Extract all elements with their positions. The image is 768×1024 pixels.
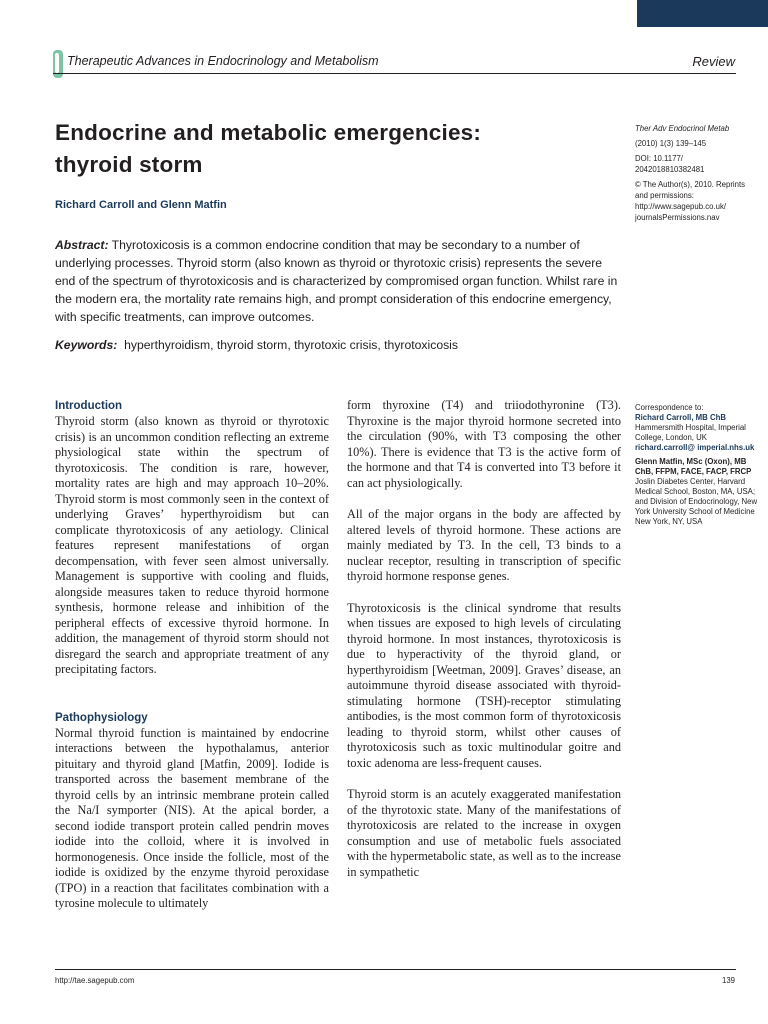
paragraph-thyrotoxicosis: Thyrotoxicosis is the clinical syndrome that results when tissues are exposed to high levels of circulating thyroid hormone. In most instances, thyrotoxicosis is due to hyperactivity of the thyroid gland, or hyperthyroidism [Weetman, 2009]. Graves’ disease, an autoimmune thyroid disease associated with thyroid-stimulating hormone (TSH)-receptor stimulating antibodies, is the most common form of thyrotoxicosis leading to thyroid storm, whilst other causes of thyrotoxicosis such as toxic multinodular goitre and toxic adenoma are less-frequent causes.: [347, 600, 621, 770]
keywords-text: hyperthyroidism, thyroid storm, thyrotoxic crisis, thyrotoxicosis: [124, 338, 458, 352]
intro-heading: Introduction: [55, 400, 123, 412]
keywords-label: Keywords:: [55, 338, 118, 352]
article-title: [55, 117, 595, 181]
author2-address: Joslin Diabetes Center, Harvard Medical School, Boston, MA, USA; and Division of Endocrinology, New York University School of Medicine New York, NY, USA: [635, 477, 758, 526]
pathophysiology-heading: Pathophysiology: [55, 711, 148, 724]
header-rule: [53, 73, 736, 74]
paragraph-thyroid-storm: Thyroid storm is an acutely exaggerated manifestation of the thyrotoxic state. Many of the manifestations of thyrotoxicosis are related to the increase in oxygen consumption and use of metabolic fuels associated with the hypermetabolic state, as well as to the increase in sympathetic: [347, 787, 621, 879]
correspondence-sidebar: [635, 403, 760, 527]
body-column-middle: [347, 398, 621, 896]
abstract: [55, 236, 622, 326]
section-tag: Review: [692, 54, 735, 69]
copyright: © The Author(s), 2010. Reprints and permissions: http://www.sagepub.co.uk/ journalsPermissions.nav: [635, 180, 746, 222]
title-line-2: thyroid storm: [55, 152, 203, 177]
article-authors: Richard Carroll and Glenn Matfin: [55, 199, 227, 211]
abstract-text: Thyrotoxicosis is a common endocrine condition that may be secondary to a number of underlying processes. Thyroid storm (also known as thyroid or thyrotoxic crisis) represents the severe end of the spectrum of thyrotoxicosis and is characterized by compromised organ function. Whilst rare in the modern era, the mortality rate remains high, and prompt consideration of this endocrine emergency, with specific treatments, can improve outcomes.: [55, 238, 618, 324]
corner-color-block: [637, 0, 768, 27]
author2-name: Glenn Matfin, MSc (Oxon), MB ChB, FFPM, FACE, FACP, FRCP: [635, 457, 752, 476]
pathophysiology-paragraph: Normal thyroid function is maintained by endocrine interactions between the hypothalamus, anterior pituitary and thyroid gland [Matfin, 2009]. Iodide is transported across the basement membrane of the thyroid cells by an intrinsic membrane protein called the Na/I symporter (NIS). At the apical border, a second iodide transport protein called pendrin moves iodide into the colloid, where it is involved in hormonogenesis. Once inside the follicle, most of the iodide is oxidized by the enzyme thyroid peroxidase (TPO) in a reaction that facilitates combination with a tyrosine molecule to ultimately: [55, 725, 329, 910]
author1-name: Richard Carroll, MB ChB: [635, 413, 726, 422]
author1-address: Hammersmith Hospital, Imperial College, London, UK: [635, 423, 746, 442]
page-number: 139: [721, 976, 735, 985]
citation: (2010) 1(3) 139–145: [635, 139, 707, 148]
footer-url[interactable]: http://tae.sagepub.com: [55, 976, 135, 985]
abstract-label: Abstract:: [55, 238, 109, 252]
title-line-1: Endocrine and metabolic emergencies:: [55, 120, 482, 145]
correspondence-label: Correspondence to:: [635, 403, 704, 412]
citation-sidebar: [635, 123, 753, 223]
paragraph-organs: All of the major organs in the body are affected by altered levels of thyroid hormone. These actions are mainly mediated by T3. In the cell, T3 binds to a nuclear receptor, resulting in transcription of specific thyroid hormone response genes.: [347, 507, 621, 583]
paragraph-hormones: form thyroxine (T4) and triiodothyronine (T3). Thyroxine is the major thyroid hormone secreted into the circulation (90%, with T3 composing the other 10%). There is evidence that T3 is the active form of the hormone and that T4 is converted into T3 before it can act physiologically.: [347, 398, 621, 490]
body-column-left: [55, 398, 329, 928]
doi: DOI: 10.1177/ 2042018810382481: [635, 154, 705, 174]
intro-paragraph: Thyroid storm (also known as thyroid or thyrotoxic crisis) is an uncommon condition reflecting an extreme physiological state within the spectrum of thyrotoxicosis. The condition is rare, however, mortality rates are high and may approach 10–20%. Thyroid storm is most commonly seen in the context of underlying Graves’ hyperthyroidism but can complicate thyrotoxicosis of any aetiology. Clinical features represent manifestations of organ decompensation, with fever seen almost universally. Management is supportive with cooling and fluids, alongside measures taken to reduce thyroid hormone synthesis, hormone release and inhibition of the peripheral effects of excessive thyroid hormone. In addition, the management of thyroid storm should not disregard the search and appropriate treatment of any precipitating factors.: [55, 414, 329, 676]
keywords: [55, 338, 458, 352]
journal-name: Therapeutic Advances in Endocrinology and Metabolism: [67, 54, 379, 68]
footer-rule: [55, 969, 736, 970]
journal-abbrev: Ther Adv Endocrinol Metab: [635, 124, 730, 133]
author1-email[interactable]: richard.carroll@ imperial.nhs.uk: [635, 443, 755, 452]
